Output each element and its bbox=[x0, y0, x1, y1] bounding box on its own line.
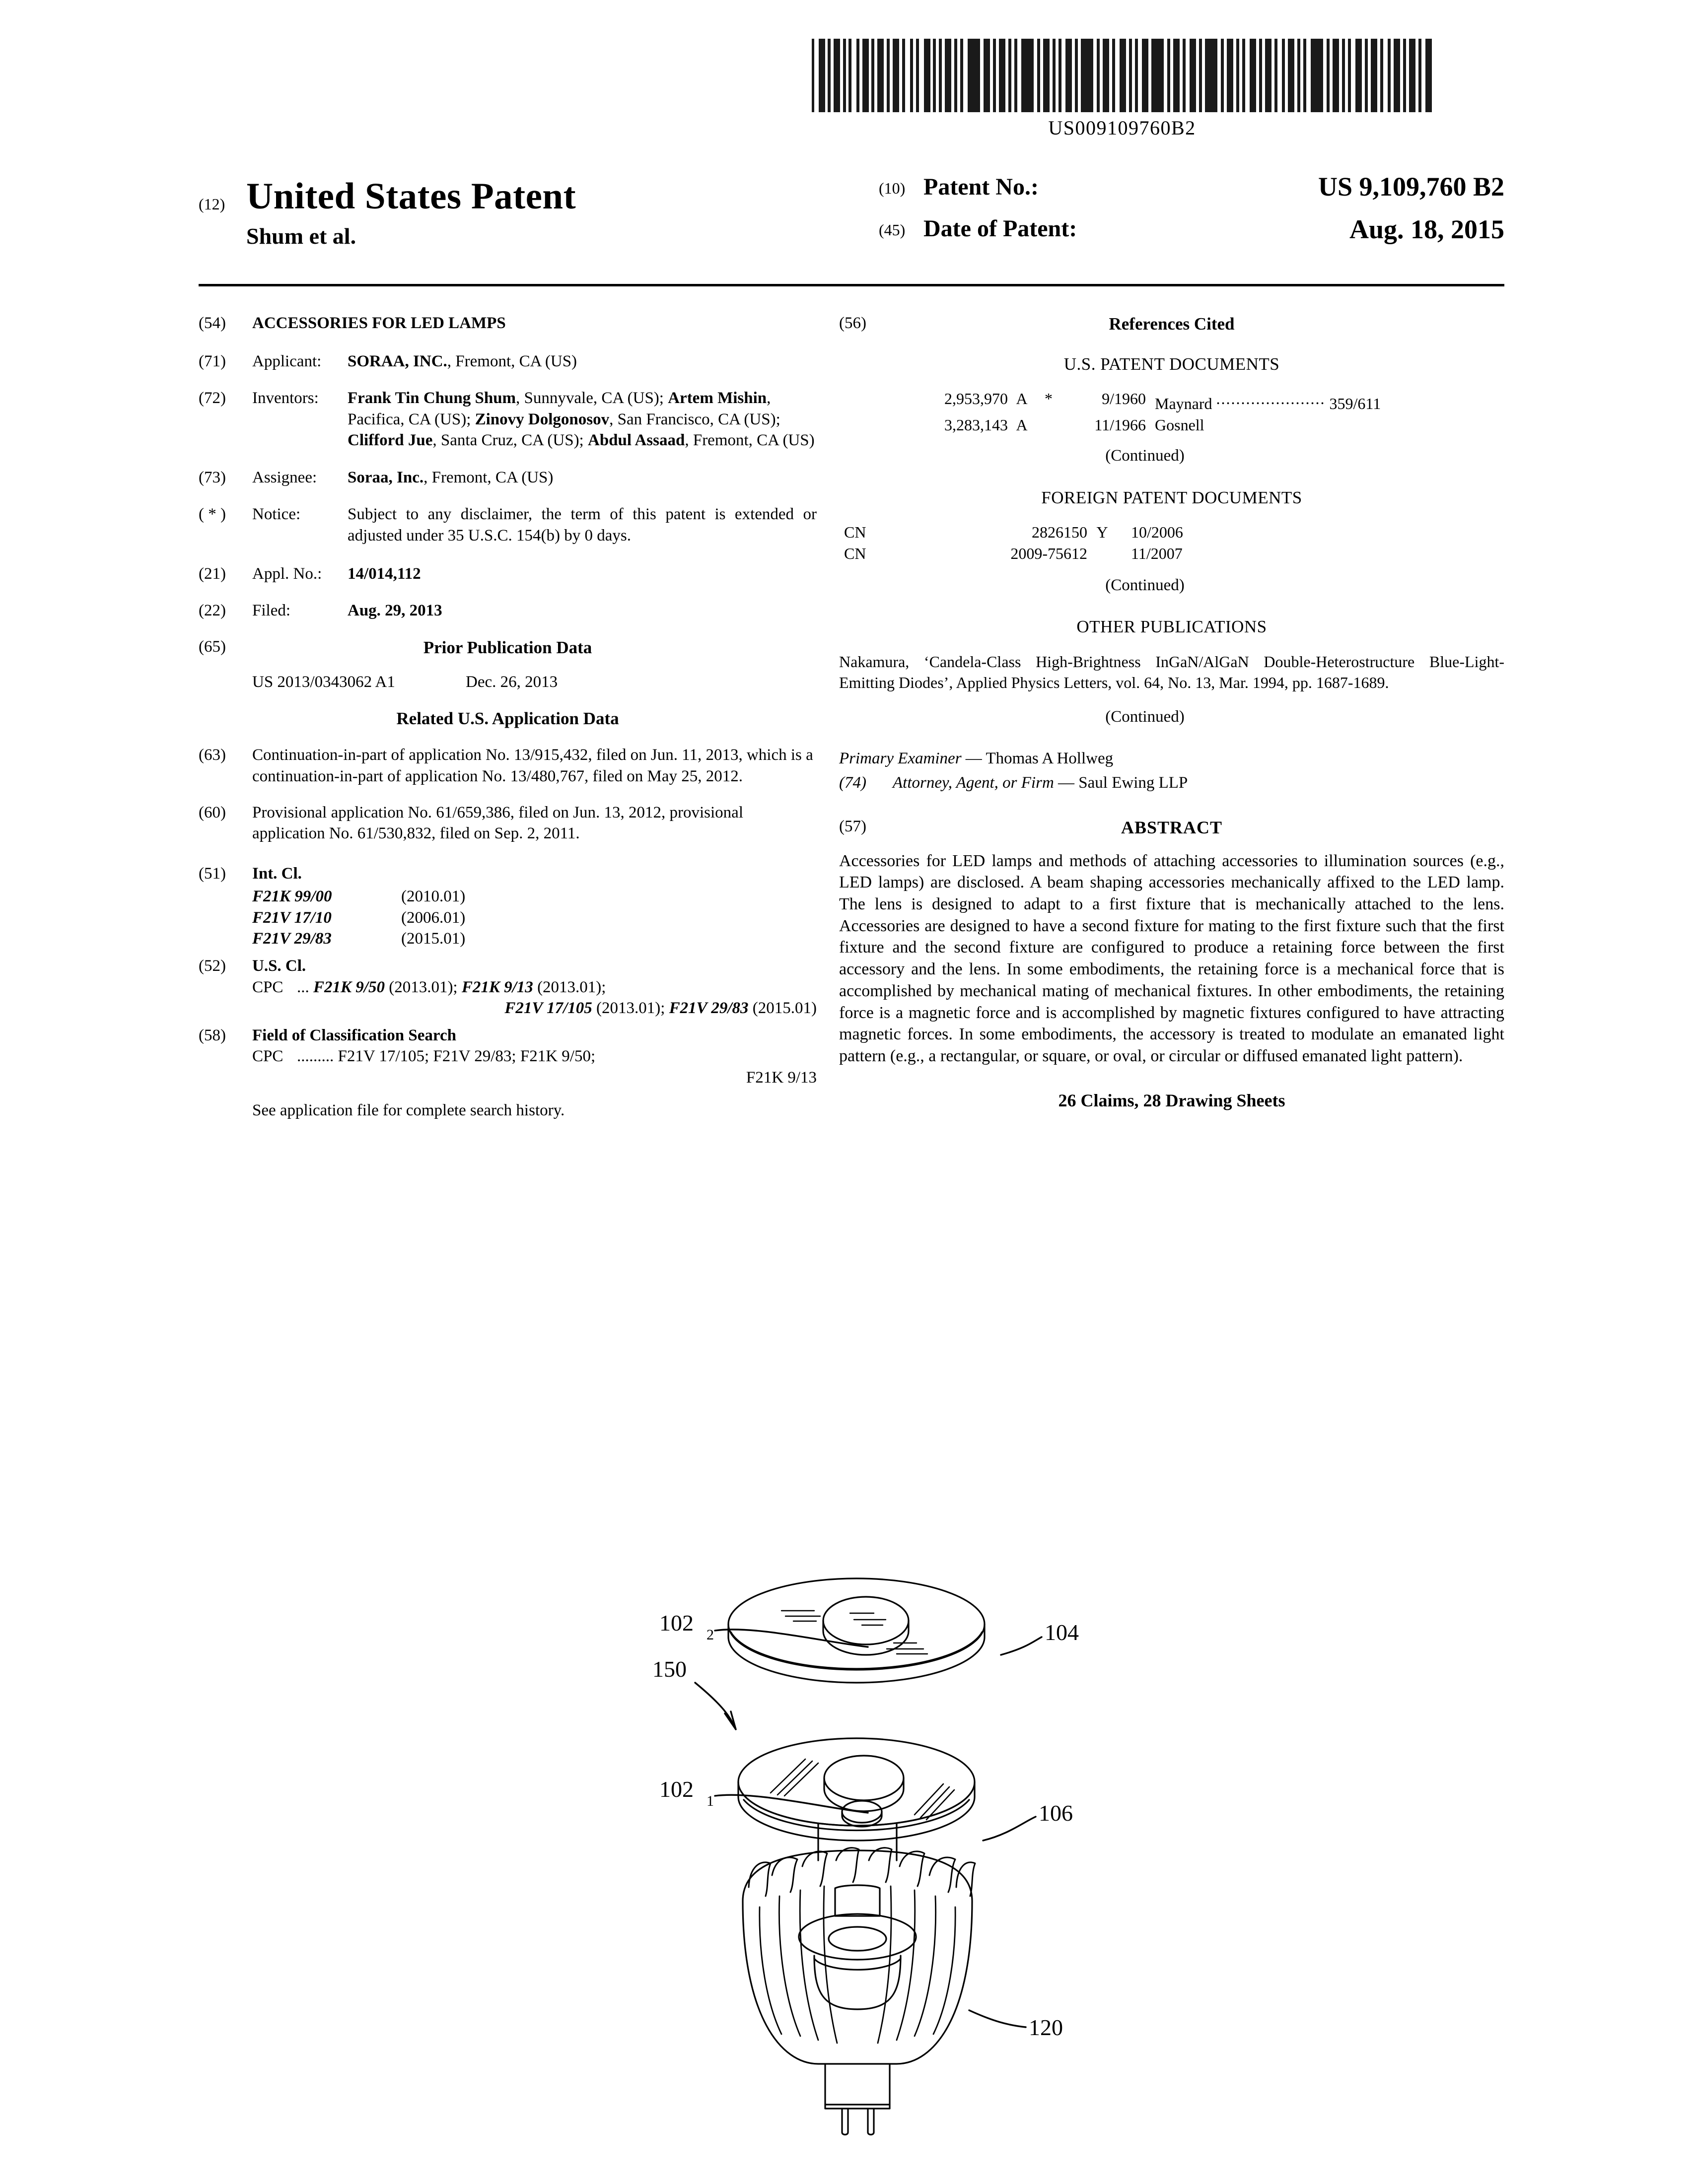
inid-code-74: (74) bbox=[839, 773, 866, 792]
cpc-version: (2013.01); bbox=[533, 978, 606, 996]
inventor-name: Artem Mishin bbox=[668, 389, 767, 408]
search-cpc-line bbox=[252, 1046, 817, 1067]
field-related-60 bbox=[199, 802, 817, 844]
abstract-header bbox=[839, 816, 1504, 839]
publication-number: US 2013/0343062 A1 bbox=[252, 673, 395, 691]
examiner-dash: — bbox=[961, 750, 986, 768]
field-prior-publication bbox=[199, 636, 817, 659]
continuation-text: Continuation-in-part of application No. 13/915,432, filed on Jun. 11, 2013, which is a continuation-in-part of application No. 13/480,767, filed on May 25, 2012. bbox=[252, 746, 813, 786]
filed-label: Filed: bbox=[252, 602, 291, 620]
continued-marker-3: (Continued) bbox=[1105, 707, 1185, 726]
figure-label-120: 120 bbox=[1029, 2015, 1063, 2040]
int-cl-code: F21K 99/00 bbox=[252, 887, 332, 906]
figure-label-104: 104 bbox=[1045, 1620, 1079, 1645]
abstract-title: ABSTRACT bbox=[1121, 818, 1223, 838]
date-of-patent-value: Aug. 18, 2015 bbox=[1349, 214, 1504, 244]
page-title: United States Patent bbox=[246, 176, 576, 217]
lamp-base bbox=[825, 2064, 890, 2109]
figure-label-106: 106 bbox=[1039, 1800, 1073, 1826]
primary-examiner-label: Primary Examiner bbox=[839, 750, 962, 768]
ref-date: 11/1966 bbox=[1094, 415, 1146, 434]
int-cl-heading: Int. Cl. bbox=[252, 864, 302, 883]
attorney-label: Attorney, Agent, or Firm bbox=[893, 773, 1054, 792]
foreign-date: 10/2006 bbox=[1131, 523, 1183, 541]
figure-label-102-upper: 102 bbox=[659, 1610, 694, 1636]
us-patent-documents-table bbox=[879, 388, 1504, 435]
field-search-body bbox=[252, 1046, 817, 1121]
applicant-label: Applicant: bbox=[252, 352, 322, 370]
assignee-address: , Fremont, CA (US) bbox=[424, 468, 554, 486]
notice-label: Notice: bbox=[252, 505, 301, 524]
foreign-patent-documents-table bbox=[844, 522, 1504, 565]
cpc-version: (2015.01) bbox=[748, 999, 817, 1018]
references-cited-header bbox=[839, 313, 1504, 335]
applicant-name: SORAA, INC. bbox=[348, 352, 447, 370]
field-filed bbox=[199, 600, 817, 621]
inid-code-10: (10) bbox=[879, 179, 906, 197]
attorney-line bbox=[839, 772, 1504, 794]
attorney-firm-name: Saul Ewing LLP bbox=[1078, 773, 1188, 792]
assignee-label: Assignee: bbox=[252, 468, 317, 486]
ref-inventor-name: Maynard bbox=[1155, 395, 1212, 413]
prior-publication-row bbox=[252, 672, 817, 693]
inid-code-21: (21) bbox=[199, 564, 226, 583]
field-applicant bbox=[199, 351, 817, 372]
foreign-country-code: CN bbox=[844, 545, 866, 563]
patent-header bbox=[199, 171, 1504, 258]
inventors-value bbox=[348, 388, 817, 451]
patent-number-value: US 9,109,760 B2 bbox=[1318, 172, 1504, 202]
appl-no-label: Appl. No.: bbox=[252, 564, 322, 583]
inid-code-star: ( * ) bbox=[199, 505, 226, 524]
provisional-text: Provisional application No. 61/659,386, filed on Jun. 13, 2012, provisional application No. 61/530,832, filed on Sep. 2, 2011. bbox=[252, 803, 744, 843]
int-cl-code: F21V 29/83 bbox=[252, 930, 332, 948]
abstract-text: Accessories for LED lamps and methods of attaching accessories to illumination sources (e.g., LED lamps) are disclosed. A beam shaping accessories mechanically affixed to the LED lamp. The lens is designed to adapt to a first fixture that is mechanically attached to the lens. Accessories are designed to have a second fixture for mating to the first fixture such that the first fixture and the second fixture are configured to produce a retaining force between the first accessory and the lens. In some embodiments, the retaining force is a mechanical force that is accomplished by mechanical mating of mechanical fixtures. In other embodiments, the retaining force is a magnetic force and is accomplished by magnetic fixtures configured to have attracting magnetic forces. In some embodiments, the accessory is treated to modulate an emanated light pattern (e.g., a rectangular, or square, or oval, or circular or diffused emanated light pattern). bbox=[839, 851, 1504, 1065]
foreign-patent-documents-subheading: FOREIGN PATENT DOCUMENTS bbox=[1041, 487, 1302, 507]
ref-kind-code: A bbox=[1016, 415, 1028, 434]
bibliographic-left-column bbox=[199, 313, 817, 1121]
inid-code-72: (72) bbox=[199, 389, 226, 408]
notice-text: Subject to any disclaimer, the term of this patent is extended or adjusted under 35 U.S.C. 154(b) by 0 days. bbox=[348, 505, 817, 545]
filed-value: Aug. 29, 2013 bbox=[348, 602, 442, 620]
assignee-name: Soraa, Inc. bbox=[348, 468, 424, 486]
field-search-heading: Field of Classification Search bbox=[252, 1026, 456, 1044]
claims-and-sheets-line: 26 Claims, 28 Drawing Sheets bbox=[1058, 1090, 1285, 1110]
cpc-code: F21V 29/83 bbox=[669, 999, 749, 1018]
lamp-top-fins bbox=[749, 1848, 975, 1896]
inventor-name: Frank Tin Chung Shum bbox=[348, 389, 516, 408]
primary-examiner-name: Thomas A Hollweg bbox=[986, 750, 1114, 768]
leader-102-2 bbox=[715, 1630, 868, 1647]
figure-drawing bbox=[546, 1519, 1167, 2159]
ref-date: 9/1960 bbox=[1102, 390, 1146, 408]
us-cl-line-1 bbox=[252, 977, 817, 998]
search-cpc-dots: ......... bbox=[297, 1047, 334, 1066]
ref-patent-number: 2,953,970 bbox=[944, 390, 1008, 408]
ref-star-marker: * bbox=[1045, 390, 1053, 408]
int-cl-table bbox=[252, 886, 817, 950]
references-cited-title: References Cited bbox=[1109, 314, 1235, 334]
related-application-heading: Related U.S. Application Data bbox=[396, 709, 619, 729]
attorney-value bbox=[893, 772, 1188, 794]
cpc-code: F21K 9/13 bbox=[461, 978, 533, 996]
search-cpc-line-2: F21K 9/13 bbox=[746, 1068, 817, 1087]
lamp-center-ring-outer bbox=[799, 1914, 916, 1960]
search-history-note: See application file for complete search history. bbox=[252, 1101, 565, 1120]
inventor-location: , Santa Cruz, CA (US); bbox=[432, 431, 588, 450]
inventor-name: Abdul Assaad bbox=[587, 431, 685, 450]
figure-label-102-upper-subscript: 2 bbox=[706, 1627, 714, 1643]
ref-name-class bbox=[1155, 388, 1504, 414]
table-row bbox=[844, 543, 1504, 565]
lamp-center-block bbox=[835, 1885, 880, 1916]
leader-120 bbox=[969, 2010, 1026, 2027]
cpc-version: (2013.01); bbox=[592, 999, 669, 1018]
field-us-cl bbox=[199, 956, 817, 977]
foreign-kind-code: Y bbox=[1096, 523, 1108, 541]
invention-title: ACCESSORIES FOR LED LAMPS bbox=[252, 314, 506, 332]
inventor-location: , Fremont, CA (US) bbox=[685, 431, 815, 450]
accessory-boss-top bbox=[823, 1597, 909, 1644]
continued-marker-2: (Continued) bbox=[1105, 576, 1185, 594]
inventors-label: Inventors: bbox=[252, 389, 319, 408]
field-search bbox=[199, 1025, 817, 1046]
ref-inventor-name: Gosnell bbox=[1155, 415, 1204, 434]
accessory-disc-rim bbox=[731, 1632, 982, 1669]
field-assignee bbox=[199, 467, 817, 488]
field-notice bbox=[199, 504, 817, 546]
us-cl-heading: U.S. Cl. bbox=[252, 956, 306, 975]
other-publication-entry: Nakamura, ‘Candela-Class High-Brightness InGaN/AlGaN Double-Heterostructure Blue-Light-Emitting Diodes’, Applied Physics Letters, vol. 64, No. 13, Mar. 1994, pp. 1687-1689. bbox=[839, 653, 1504, 692]
date-of-patent-label: Date of Patent: bbox=[923, 215, 1077, 242]
inid-code-65: (65) bbox=[199, 637, 226, 656]
inid-code-56: (56) bbox=[839, 314, 866, 332]
assignee-value bbox=[348, 467, 817, 488]
lamp-center-ring-inner bbox=[829, 1927, 886, 1951]
cpc-label bbox=[252, 977, 297, 998]
lamp-pin-left bbox=[842, 2109, 848, 2135]
cpc-dots: ... bbox=[297, 978, 309, 996]
other-publications-subheading: OTHER PUBLICATIONS bbox=[1076, 617, 1267, 637]
search-cpc-label: CPC bbox=[252, 1047, 283, 1066]
field-appl-no bbox=[199, 563, 817, 585]
inventor-name: Clifford Jue bbox=[348, 431, 433, 450]
continued-marker-1: (Continued) bbox=[1105, 446, 1185, 465]
ref-patent-number: 3,283,143 bbox=[944, 415, 1008, 434]
foreign-country-code: CN bbox=[844, 523, 866, 541]
int-cl-row bbox=[252, 907, 817, 929]
search-cpc-codes: F21V 17/105; F21V 29/83; F21K 9/50; bbox=[338, 1047, 596, 1066]
table-row bbox=[844, 522, 1504, 544]
cpc-version: (2013.01); bbox=[384, 978, 462, 996]
foreign-date: 11/2007 bbox=[1131, 545, 1183, 563]
inventor-location: , San Francisco, CA (US); bbox=[609, 410, 780, 428]
search-cpc-values bbox=[297, 1046, 817, 1067]
foreign-kind-code bbox=[1087, 543, 1117, 565]
ref-star-marker bbox=[1036, 414, 1061, 435]
lens-boss-top bbox=[824, 1756, 904, 1800]
cpc-values-1 bbox=[297, 977, 817, 998]
cpc-code: F21V 17/105 bbox=[504, 999, 592, 1018]
figure-label-150: 150 bbox=[652, 1656, 687, 1682]
field-int-cl bbox=[199, 863, 817, 885]
prior-publication-heading: Prior Publication Data bbox=[423, 637, 592, 657]
int-cl-version: (2010.01) bbox=[401, 887, 466, 906]
inid-code-52: (52) bbox=[199, 956, 226, 975]
applicant-value bbox=[348, 351, 817, 372]
figure-label-102-lower-subscript: 1 bbox=[706, 1793, 714, 1809]
cpc-label-text: CPC bbox=[252, 978, 283, 996]
lamp-heatsink-body bbox=[743, 1850, 972, 2064]
field-related-63 bbox=[199, 745, 817, 787]
inid-code-71: (71) bbox=[199, 352, 226, 370]
leader-106 bbox=[983, 1817, 1036, 1841]
applicant-address: , Fremont, CA (US) bbox=[447, 352, 577, 370]
table-row bbox=[879, 388, 1504, 414]
barcode-block bbox=[804, 39, 1440, 139]
inid-code-60: (60) bbox=[199, 803, 226, 821]
table-row bbox=[879, 414, 1504, 435]
ref-kind-code: A bbox=[1016, 390, 1028, 408]
us-cl-line-2 bbox=[252, 998, 817, 1019]
field-title bbox=[199, 313, 817, 334]
inventor-location: , Sunnyvale, CA (US); bbox=[516, 389, 668, 408]
bibliographic-right-column bbox=[839, 313, 1504, 1112]
patent-number-label: Patent No.: bbox=[923, 174, 1039, 200]
foreign-doc-number: 2009-75612 bbox=[1010, 545, 1087, 563]
inid-code-54: (54) bbox=[199, 314, 226, 332]
inid-code-22: (22) bbox=[199, 602, 226, 620]
primary-examiner-line bbox=[839, 748, 1504, 769]
barcode-image bbox=[811, 39, 1434, 112]
us-patent-documents-subheading: U.S. PATENT DOCUMENTS bbox=[1063, 354, 1280, 374]
accessory-hatch-marks bbox=[781, 1611, 927, 1654]
lamp-fin-lines bbox=[760, 1886, 955, 2043]
int-cl-version: (2006.01) bbox=[401, 908, 466, 927]
inid-code-51: (51) bbox=[199, 864, 226, 883]
appl-no-value: 14/014,112 bbox=[348, 564, 421, 583]
lamp-pin-right bbox=[868, 2109, 874, 2135]
ref-classification: 359/611 bbox=[1329, 395, 1381, 413]
inid-code-45: (45) bbox=[879, 221, 906, 239]
int-cl-code: F21V 17/10 bbox=[252, 908, 332, 927]
inid-code-63: (63) bbox=[199, 746, 226, 764]
figure-label-102-lower: 102 bbox=[659, 1776, 694, 1802]
attorney-dash: — bbox=[1054, 773, 1079, 792]
cpc-code: F21K 9/50 bbox=[313, 978, 385, 996]
barcode-number: US009109760B2 bbox=[1048, 117, 1196, 139]
int-cl-row bbox=[252, 886, 817, 907]
field-inventors bbox=[199, 388, 817, 451]
ref-name-class bbox=[1155, 414, 1504, 435]
inventor-location: , Pacifica, CA (US); bbox=[348, 389, 771, 428]
leader-150 bbox=[695, 1683, 736, 1729]
inid-code-73: (73) bbox=[199, 468, 226, 486]
header-divider bbox=[199, 284, 1504, 286]
inid-code-57: (57) bbox=[839, 818, 866, 836]
inid-code-58: (58) bbox=[199, 1026, 226, 1044]
inid-code-12: (12) bbox=[199, 195, 225, 213]
foreign-doc-number: 2826150 bbox=[1032, 523, 1087, 541]
int-cl-version: (2015.01) bbox=[401, 930, 466, 948]
int-cl-row bbox=[252, 928, 817, 950]
inventor-name: Zinovy Dolgonosov bbox=[475, 410, 610, 428]
leader-104 bbox=[1001, 1637, 1042, 1655]
accessory-disc-side bbox=[728, 1624, 985, 1683]
inventor-short-name: Shum et al. bbox=[246, 223, 356, 249]
us-cl-body bbox=[252, 977, 817, 1019]
patent-figure bbox=[546, 1519, 1167, 2159]
publication-date: Dec. 26, 2013 bbox=[466, 673, 558, 691]
ref-dot-leader: ...................... bbox=[1216, 390, 1326, 408]
